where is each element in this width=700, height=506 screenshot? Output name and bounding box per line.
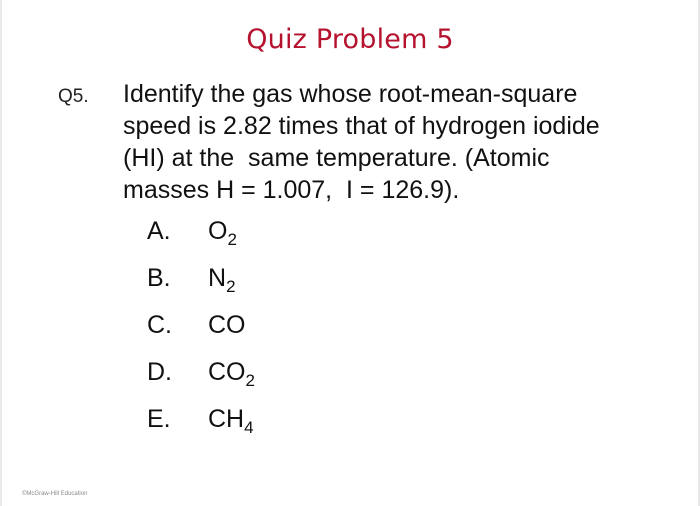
formula-subscript: 2 (245, 371, 255, 390)
formula-base: CO (208, 358, 246, 386)
formula-subscript: 4 (244, 418, 254, 437)
choice-formula (208, 262, 236, 294)
formula-base: O (208, 217, 228, 245)
choice-formula (208, 309, 246, 341)
choice-letter: D. (147, 358, 172, 386)
question-line: (HI) at the same temperature. (Atomic (123, 144, 550, 172)
copyright-notice: ©McGraw-Hill Education (22, 491, 88, 497)
formula-subscript: 2 (227, 230, 237, 249)
question-number: Q5. (58, 86, 89, 107)
page-edge-left (0, 0, 2, 506)
choice-letter: A. (147, 217, 171, 245)
formula-base: CH (208, 405, 245, 433)
choice-letter: C. (147, 311, 172, 339)
formula-base: CO (208, 311, 246, 339)
slide-title: Quiz Problem 5 (246, 24, 454, 55)
choice-letter: E. (147, 405, 171, 433)
formula-subscript: 2 (226, 277, 236, 296)
question-line: Identify the gas whose root-mean-square (123, 80, 578, 108)
choice-formula (208, 215, 237, 247)
formula-base: N (208, 264, 227, 292)
choice-formula (208, 403, 254, 435)
question-text (123, 78, 643, 206)
choice-formula (208, 356, 255, 388)
question-line: masses H = 1.007, I = 126.9). (123, 176, 460, 204)
choice-letter: B. (147, 264, 171, 292)
question-line: speed is 2.82 times that of hydrogen iodide (123, 112, 600, 140)
